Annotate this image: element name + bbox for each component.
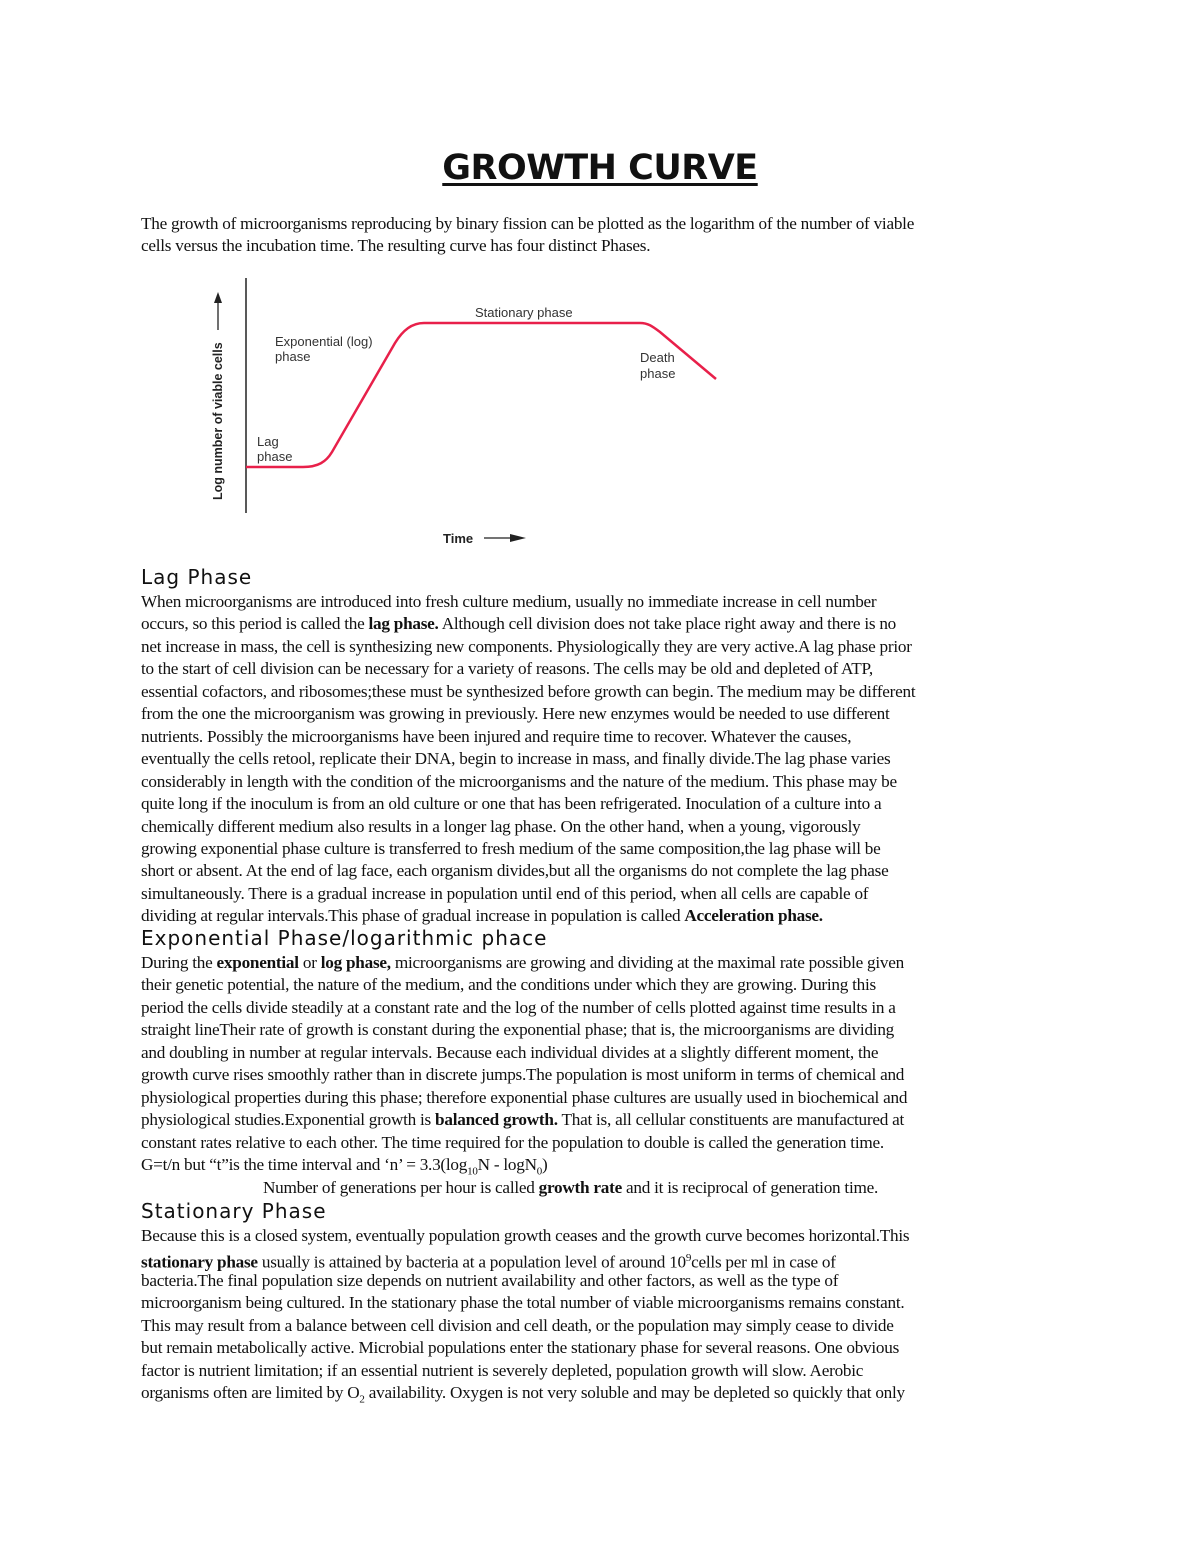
paragraph-line (141, 1109, 904, 1131)
text-span: or (298, 953, 321, 972)
paragraph-line (141, 1270, 838, 1292)
text-span: usually is attained by bacteria at a population level of around 10 (257, 1253, 686, 1273)
text-span: net increase in mass, the cell is synthesizing new components. Physiologically they are very active.A lag phase prior (141, 636, 912, 656)
text-span: ) (541, 1155, 548, 1175)
paragraph-line (141, 703, 890, 725)
text-span: period the cells divide steadily at a constant rate and the log of the number of cells plotted against time results in a (141, 997, 896, 1017)
text-span: When microorganisms are introduced into fresh culture medium, usually no immediate increase in cell number (141, 592, 877, 611)
text-span: 10 (467, 1165, 478, 1178)
paragraph-line (141, 1019, 894, 1041)
paragraph-line (141, 1132, 884, 1154)
paragraph-line (141, 613, 896, 635)
text-span: Although cell division does not take place right away and there is no (438, 614, 897, 634)
text-span: their genetic potential, the nature of the medium, and the conditions under which they are growing. During this (141, 975, 876, 995)
paragraph-line (141, 748, 890, 770)
paragraph-line (141, 952, 904, 974)
paragraph-line (141, 816, 860, 838)
text-span: from the one the microorganism was growing in previously. Here new enzymes would be needed to use different (141, 704, 890, 724)
paragraph-line (141, 771, 897, 793)
text-span: dividing at regular intervals.This phase of gradual increase in population is called (141, 906, 685, 926)
paragraph-line (141, 997, 896, 1019)
paragraph-line (141, 838, 881, 860)
text-span: This may result from a balance between cell division and cell death, or the population may simply cease to divide (141, 1315, 894, 1335)
paragraph-line (141, 1337, 899, 1359)
document-title: GROWTH CURVE (442, 148, 758, 188)
text-span: simultaneously. There is a gradual increase in population until end of this period, when all cells are capable of (141, 883, 869, 903)
paragraph-line (141, 591, 876, 613)
text-span: availability. Oxygen is not very soluble and may be depleted so quickly that only (364, 1383, 905, 1403)
text-span: quite long if the inoculum is from an old culture or one that has been refrigerated. Inoculation of a culture into a (141, 794, 882, 814)
paragraph-line (141, 658, 873, 680)
text-span: N - logN (477, 1155, 537, 1175)
paragraph-line (141, 860, 888, 882)
paragraph-line (141, 1225, 909, 1247)
paragraph-line (141, 1064, 904, 1086)
text-span: During the (141, 953, 217, 972)
paragraph-line (141, 1382, 905, 1410)
text-span: Number of generations per hour is called (263, 1177, 539, 1197)
growth-curve-diagram (0, 0, 1200, 560)
paragraph-line (141, 1087, 907, 1109)
text-span: considerably in length with the condition of the microorganisms and the nature of the medium. This phase may be (141, 771, 897, 791)
bold-term: log phase, (320, 953, 391, 972)
text-span: physiological properties during this phase; therefore exponential phase cultures are usually used in biochemical and (141, 1087, 908, 1107)
intro-line (141, 213, 914, 235)
text-span: organisms often are limited by O (141, 1383, 360, 1403)
exponential-phase-label: Exponential (log) phase (275, 334, 373, 364)
paragraph-line (141, 636, 912, 658)
section-heading: Lag Phase (141, 565, 253, 589)
text-span: 2 (359, 1393, 365, 1406)
text-span: occurs, so this period is called the (141, 614, 369, 634)
stationary-phase-label: Stationary phase (475, 305, 573, 320)
paragraph-line (141, 974, 876, 996)
text-span: physiological studies.Exponential growth is (141, 1110, 436, 1130)
paragraph-line (141, 726, 851, 748)
paragraph-line (141, 1360, 863, 1382)
text-span: microorganism being cultured. In the stationary phase the total number of viable microorganisms remains constant. (141, 1293, 905, 1313)
text-span: G=t/n but “t”is the time interval and ‘n’ = 3.3(log (141, 1155, 468, 1175)
text-span: growth curve rises smoothly rather than in discrete jumps.The population is most uniform in terms of chemical and (141, 1065, 905, 1085)
bold-term: growth rate (538, 1177, 622, 1197)
death-phase-label: Death phase (640, 350, 676, 381)
paragraph-line (141, 1292, 904, 1314)
text-span: short or absent. At the end of lag face, each organism divides,but all the organisms do not complete the lag phase (141, 861, 889, 881)
paragraph-line (263, 1177, 878, 1199)
text-span: Because this is a closed system, eventually population growth ceases and the growth curve becomes horizontal.This (141, 1226, 910, 1245)
paragraph-line (141, 1042, 878, 1064)
bold-term: Acceleration phase. (684, 906, 823, 926)
text-span: factor is nutrient limitation; if an essential nutrient is severely depleted, population growth will slow. Aerobic (141, 1360, 864, 1380)
text-span: cells versus the incubation time. The resulting curve has four distinct Phases. (141, 236, 651, 256)
paragraph-line (141, 793, 881, 815)
section-heading: Exponential Phase/logarithmic phace (141, 926, 548, 950)
text-span: That is, all cellular constituents are manufactured at (557, 1110, 905, 1130)
x-axis-arrow-icon (484, 534, 526, 542)
text-span: 0 (536, 1165, 542, 1178)
text-span: nutrients. Possibly the microorganisms have been injured and require time to recover. Whatever the causes, (141, 726, 852, 746)
bold-term: stationary phase (141, 1253, 258, 1273)
x-axis-label: Time (443, 531, 474, 546)
paragraph-line (141, 1315, 894, 1337)
text-span: cells per ml in case of (691, 1253, 836, 1273)
text-span: growing exponential phase culture is transferred to fresh medium of the same composition,the lag phase will be (141, 838, 881, 858)
text-span: 9 (685, 1252, 692, 1265)
text-span: chemically different medium also results in a longer lag phase. On the other hand, when a young, vigorously (141, 816, 861, 836)
paragraph-line (141, 905, 823, 927)
text-span: bacteria.The final population size depends on nutrient availability and other factors, as well as the type of (141, 1270, 839, 1290)
paragraph-line (141, 681, 915, 703)
text-span: and it is reciprocal of generation time. (621, 1177, 879, 1197)
text-span: essential cofactors, and ribosomes;these must be synthesized before growth can begin. The medium may be different (141, 681, 916, 701)
intro-line (141, 235, 650, 257)
bold-term: balanced growth. (435, 1110, 558, 1130)
text-span: eventually the cells retool, replicate their DNA, begin to increase in mass, and finally divide.The lag phase varies (141, 749, 891, 769)
section-heading: Stationary Phase (141, 1199, 327, 1223)
text-span: microorganisms are growing and dividing at the maximal rate possible given (390, 953, 904, 972)
y-axis-arrow-icon (214, 292, 222, 330)
lag-phase-label: Lag phase (257, 434, 293, 464)
text-span: straight lineTheir rate of growth is constant during the exponential phase; that is, the microorganisms are dividing (141, 1020, 895, 1040)
text-span: and doubling in number at regular intervals. Because each individual divides at a slightly different moment, the (141, 1042, 879, 1062)
bold-term: lag phase. (368, 614, 439, 634)
paragraph-line (141, 883, 868, 905)
text-span: to the start of cell division can be necessary for a variety of reasons. The cells may be old and depleted of ATP, (141, 659, 873, 679)
y-axis-label: Log number of viable cells (211, 342, 225, 500)
text-span: but remain metabolically active. Microbial populations enter the stationary phase for several reasons. One obvious (141, 1338, 900, 1358)
text-span: constant rates relative to each other. The time required for the population to double is called the generation time. (141, 1132, 884, 1152)
text-span: The growth of microorganisms reproducing by binary fission can be plotted as the logarithm of the number of viable (141, 214, 915, 233)
bold-term: exponential (216, 953, 299, 972)
